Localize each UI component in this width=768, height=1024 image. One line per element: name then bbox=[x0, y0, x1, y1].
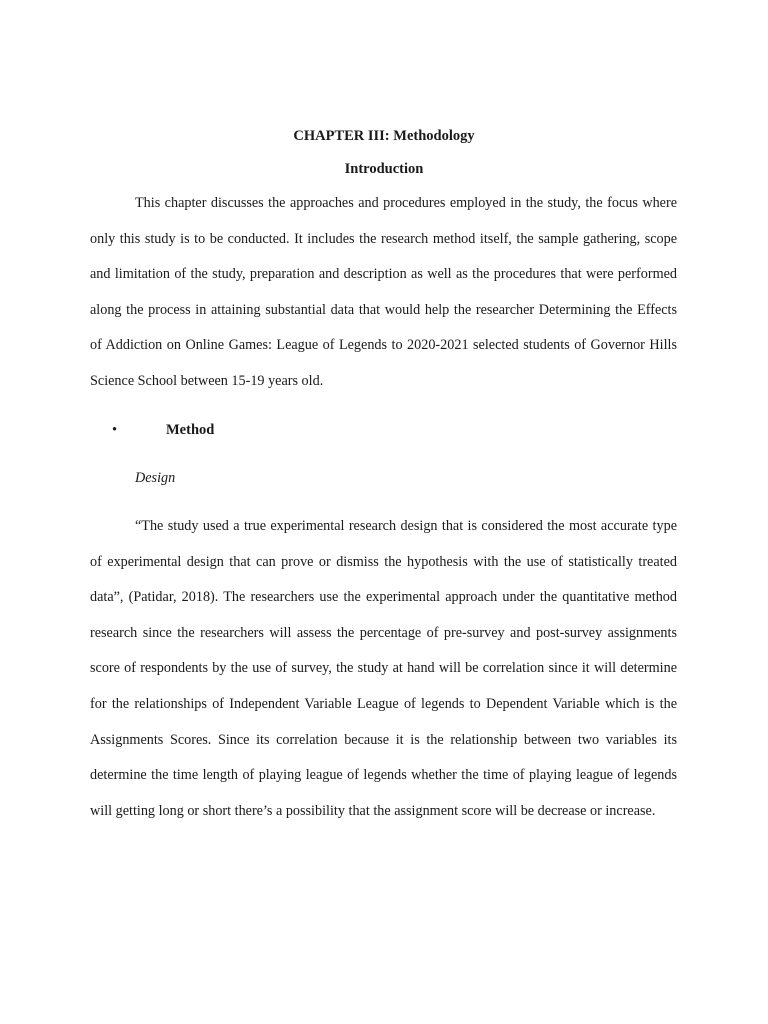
design-subheading: Design bbox=[135, 470, 176, 486]
design-paragraph: “The study used a true experimental research design that is considered the most accurate type of experimental design that can prove or dismiss the hypothesis with the use of statistically treated data”, (Patidar, 2018). The researchers use the experimental approach under the quantitative method research since the researchers will assess the percentage of pre-survey and post-survey assignments score of respondents by the use of survey, the study at hand will be correlation since it will determine for the relationships of Independent Variable League of legends to Dependent Variable which is the Assignments Scores. Since its correlation because it is the relationship between two variables its determine the time length of playing league of legends whether the time of playing league of legends will getting long or short there’s a possibility that the assignment score will be decrease or increase. bbox=[90, 518, 677, 819]
method-bullet-item bbox=[0, 420, 768, 440]
bullet-icon: • bbox=[112, 422, 118, 438]
chapter-title: CHAPTER III: Methodology bbox=[293, 128, 475, 144]
introduction-heading: Introduction bbox=[344, 161, 424, 177]
introduction-paragraph: This chapter discusses the approaches and procedures employed in the study, the focus where only this study is to be conducted. It includes the research method itself, the sample gathering, scope and limitation of the study, preparation and description as well as the procedures that were performed along the process in attaining substantial data that would help the researcher Determining the Effects of Addiction on Online Games: League of Legends to 2020-2021 selected students of Governor Hills Science School between 15-19 years old. bbox=[90, 195, 677, 389]
method-heading: Method bbox=[166, 422, 215, 438]
